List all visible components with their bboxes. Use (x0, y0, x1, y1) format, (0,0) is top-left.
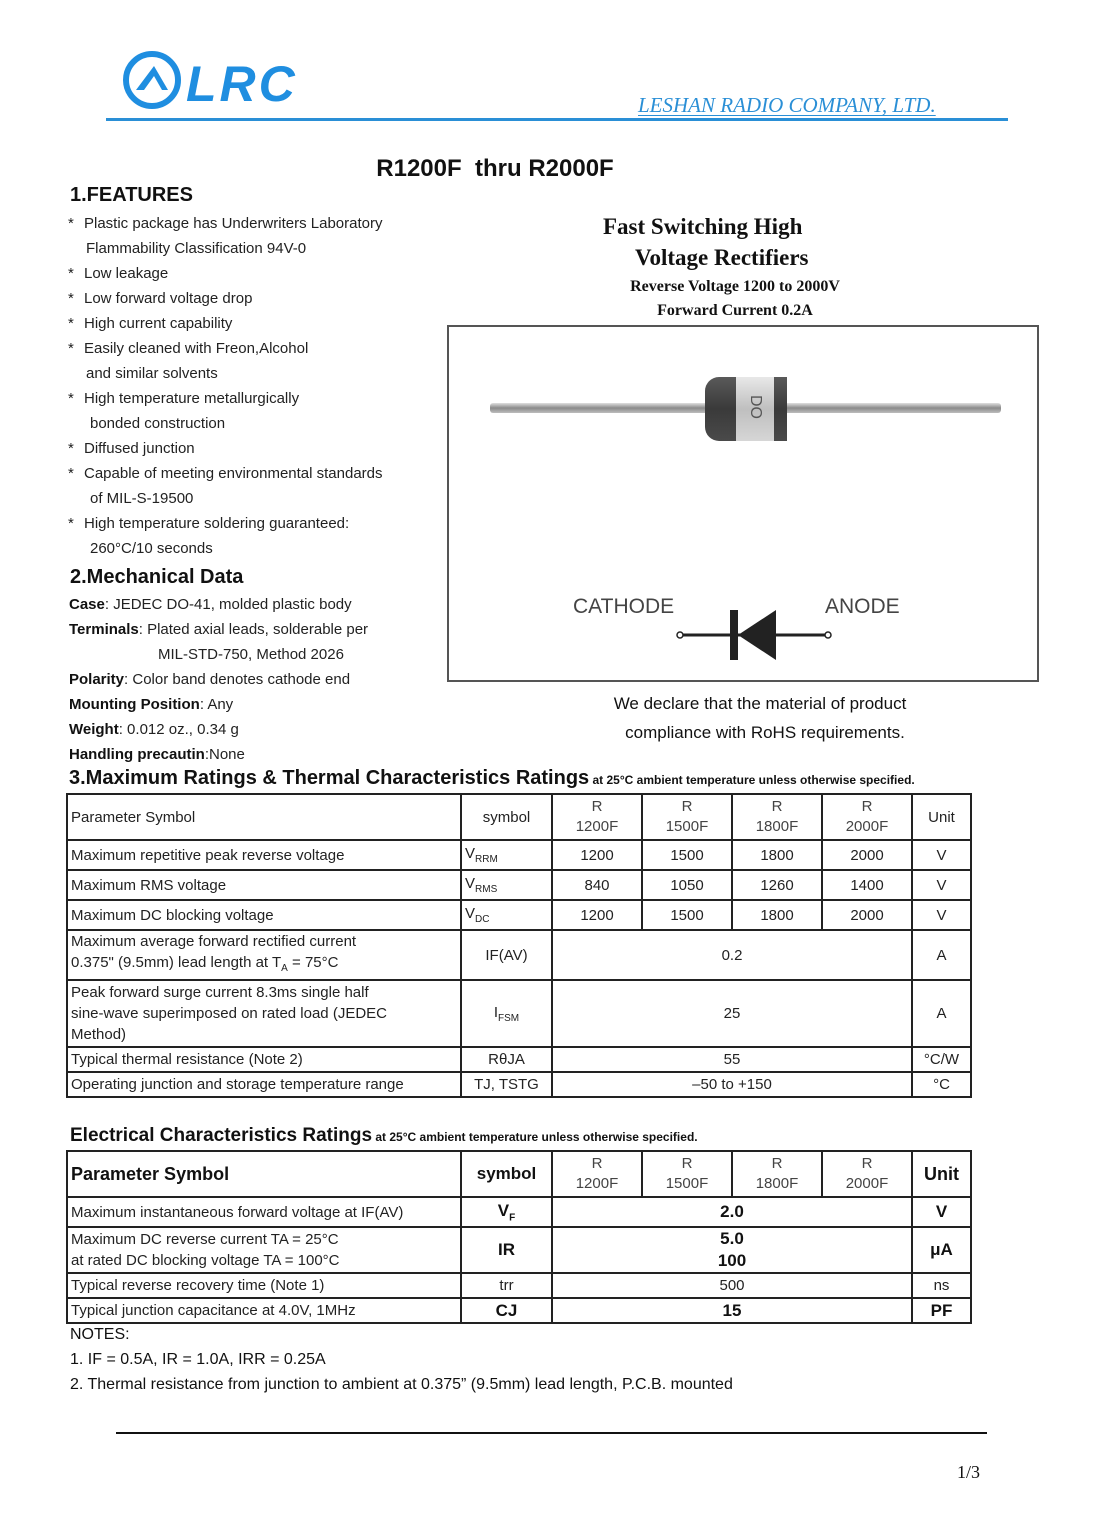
mounting-value: : Any (199, 696, 234, 713)
company-name: LESHAN RADIO COMPANY, LTD. (638, 93, 936, 117)
header-param: Parameter Symbol (67, 794, 461, 840)
product-title (603, 211, 809, 273)
value-cell (552, 1227, 912, 1273)
table-row (67, 1047, 971, 1072)
param-cell: Operating junction and storage temperature range (67, 1072, 461, 1097)
symbol-sub: DC (475, 914, 490, 925)
header-part (822, 1151, 912, 1197)
max-ratings-note: at 25°C ambient temperature unless otherwise specified. (589, 773, 915, 787)
bullet: * (68, 340, 74, 357)
part-number: 1200F (575, 1175, 619, 1192)
max-ratings-title: 3.Maximum Ratings & Thermal Characteristics Ratings (69, 767, 590, 789)
value-cell: 1050 (642, 870, 732, 900)
terminals-row-cont (69, 642, 368, 667)
unit-cell: V (912, 870, 971, 900)
feature-text: High temperature soldering guaranteed: (84, 515, 350, 532)
table-row (67, 930, 971, 980)
value-cell: 1800 (732, 840, 822, 870)
param-text: 0.375" (9.5mm) lead length at T (71, 954, 282, 971)
feature-text: Capable of meeting environmental standards (84, 465, 383, 482)
header-part (552, 1151, 642, 1197)
param-cell: Typical thermal resistance (Note 2) (67, 1047, 461, 1072)
bullet: * (68, 440, 74, 457)
header-part (732, 794, 822, 840)
unit-cell: PF (912, 1298, 971, 1323)
symbol-cell: IR (461, 1227, 552, 1273)
header-divider (106, 118, 1008, 121)
part-prefix: R (681, 798, 693, 815)
weight-value: : 0.012 oz., 0.34 g (118, 721, 239, 738)
value-cell: 1500 (642, 900, 732, 930)
param-line: Peak forward surge current 8.3ms single half (71, 984, 369, 1001)
value-cell: 2.0 (552, 1197, 912, 1227)
terminals-label: Terminals (69, 621, 139, 638)
param-cell (67, 980, 461, 1047)
feature-item-cont (68, 411, 383, 436)
feature-text: High current capability (84, 315, 233, 332)
electrical-table (66, 1150, 972, 1324)
symbol: V (465, 845, 476, 862)
handling-label: Handling precautin (69, 746, 205, 763)
param-cell: Maximum DC blocking voltage (67, 900, 461, 930)
feature-item (68, 386, 383, 411)
cathode-label: CATHODE (573, 595, 675, 618)
unit-cell: V (912, 900, 971, 930)
part-prefix: R (771, 1155, 783, 1172)
value-cell: 55 (552, 1047, 912, 1072)
feature-text: High temperature metallurgically (84, 390, 300, 407)
feature-text: bonded construction (90, 415, 226, 432)
reverse-voltage: Reverse Voltage 1200 to 2000V (630, 278, 840, 295)
param-line: at rated DC blocking voltage TA = 100°C (71, 1252, 340, 1269)
header-unit: Unit (912, 1151, 971, 1197)
table-row (67, 900, 971, 930)
symbol-cell: IF(AV) (461, 930, 552, 980)
symbol-cell (461, 870, 552, 900)
weight-row (69, 717, 368, 742)
bullet: * (68, 515, 74, 532)
feature-item (68, 511, 383, 536)
symbol: V (497, 1200, 510, 1220)
bullet: * (68, 390, 74, 407)
feature-item (68, 461, 383, 486)
part-number: 1500F (665, 1175, 709, 1192)
value-cell: 2000 (822, 900, 912, 930)
value-line: 100 (717, 1251, 747, 1270)
value-cell: 2000 (822, 840, 912, 870)
package-figure (447, 325, 1039, 682)
feature-item-cont (68, 536, 383, 561)
unit-cell: ns (912, 1273, 971, 1298)
electrical-note: at 25°C ambient temperature unless otherwise specified. (372, 1130, 698, 1144)
value-cell: 0.2 (552, 930, 912, 980)
param-cell: Maximum RMS voltage (67, 870, 461, 900)
param-line (71, 952, 457, 979)
table-row (67, 1072, 971, 1097)
electrical-title: Electrical Characteristics Ratings (70, 1125, 373, 1146)
part-prefix: R (861, 1155, 873, 1172)
mechanical-heading: 2.Mechanical Data (70, 566, 244, 588)
diode-package-image (449, 327, 1037, 680)
param-line: Maximum average forward rectified current (71, 933, 357, 950)
symbol: V (465, 875, 476, 892)
feature-text: 260°C/10 seconds (90, 540, 213, 557)
feature-item-cont (68, 486, 383, 511)
symbol-cell: trr (461, 1273, 552, 1298)
terminals-value: : Plated axial leads, solderable per (138, 621, 369, 638)
polarity-value: : Color band denotes cathode end (124, 671, 351, 688)
symbol: I (493, 1003, 499, 1021)
table-row (67, 1298, 971, 1323)
table-row (67, 1273, 971, 1298)
feature-item (68, 436, 383, 461)
handling-value: :None (204, 746, 245, 763)
param-cell (67, 1227, 461, 1273)
value-cell: –50 to +150 (552, 1072, 912, 1097)
feature-item (68, 311, 383, 336)
feature-list (68, 211, 383, 561)
table-row (67, 840, 971, 870)
param-sub: A (281, 963, 288, 974)
polarity-label: Polarity (69, 671, 125, 688)
symbol-cell (461, 1197, 552, 1227)
symbol-sub: RRM (475, 854, 498, 865)
case-value: : JEDEC DO-41, molded plastic body (104, 596, 352, 613)
table-row (67, 1227, 971, 1273)
feature-item (68, 286, 383, 311)
param-line: sine-wave superimposed on rated load (JEDEC (71, 1005, 387, 1022)
feature-item (68, 336, 383, 361)
part-number: 1500F (665, 818, 709, 835)
part-prefix: R (861, 798, 873, 815)
table-header-row (67, 1151, 971, 1197)
value-cell: 1400 (822, 870, 912, 900)
value-line: 5.0 (720, 1229, 744, 1248)
feature-item-cont (68, 236, 383, 261)
value-cell: 840 (552, 870, 642, 900)
table-header-row (67, 794, 971, 840)
rohs-line1: We declare that the material of product (613, 694, 907, 713)
value-cell: 1200 (552, 840, 642, 870)
table-row (67, 870, 971, 900)
terminals-row (69, 617, 368, 642)
part-number: 1800F (755, 1175, 799, 1192)
note-2: 2. Thermal resistance from junction to ambient at 0.375” (9.5mm) lead length, P.C.B. mounted (70, 1376, 733, 1393)
header-part (642, 794, 732, 840)
table-row (67, 1197, 971, 1227)
case-label: Case (69, 596, 105, 613)
feature-text: Plastic package has Underwriters Laboratory (84, 215, 383, 232)
lrc-emblem-icon (122, 50, 182, 110)
feature-item (68, 261, 383, 286)
part-number: 2000F (845, 818, 889, 835)
notes-heading: NOTES: (70, 1326, 130, 1343)
param-cell: Maximum instantaneous forward voltage at IF(AV) (67, 1197, 461, 1227)
header-part (552, 794, 642, 840)
bullet: * (68, 265, 74, 282)
rohs-line2: compliance with RoHS requirements. (625, 723, 905, 742)
document-title: R1200F thru R2000F (376, 155, 614, 182)
unit-cell: V (912, 1197, 971, 1227)
header-part (642, 1151, 732, 1197)
part-number: 2000F (845, 1175, 889, 1192)
symbol-cell: CJ (461, 1298, 552, 1323)
mounting-label: Mounting Position (69, 696, 200, 713)
param-text: = 75°C (287, 954, 339, 971)
footer-divider (116, 1432, 987, 1434)
page-number: 1/3 (957, 1462, 981, 1482)
header-part (732, 1151, 822, 1197)
param-line: Method) (71, 1026, 127, 1043)
bullet: * (68, 290, 74, 307)
electrical-heading (70, 1125, 698, 1147)
features-heading: 1.FEATURES (70, 184, 193, 206)
handling-row (69, 742, 368, 767)
unit-cell: °C (912, 1072, 971, 1097)
feature-text: of MIL-S-19500 (90, 490, 194, 507)
symbol-cell (461, 900, 552, 930)
polarity-row (69, 667, 368, 692)
table-row (67, 980, 971, 1047)
header-param: Parameter Symbol (67, 1151, 461, 1197)
weight-label: Weight (69, 721, 119, 738)
case-row (69, 592, 368, 617)
max-ratings-heading (69, 767, 915, 790)
product-title-line1: Fast Switching High (603, 214, 803, 239)
symbol-sub: F (509, 1212, 516, 1224)
logo-text: LRC (186, 56, 298, 112)
param-cell: Typical junction capacitance at 4.0V, 1MHz (67, 1298, 461, 1323)
symbol-cell (461, 980, 552, 1047)
param-cell (67, 930, 461, 980)
forward-current: Forward Current 0.2A (657, 302, 813, 319)
bullet: * (68, 315, 74, 332)
symbol-cell: RθJA (461, 1047, 552, 1072)
symbol-sub: FSM (498, 1012, 520, 1024)
value-cell: 1200 (552, 900, 642, 930)
header-symbol: symbol (461, 794, 552, 840)
header-part (822, 794, 912, 840)
value-cell: 500 (552, 1273, 912, 1298)
part-prefix: R (681, 1155, 693, 1172)
param-cell: Typical reverse recovery time (Note 1) (67, 1273, 461, 1298)
unit-cell: μA (912, 1227, 971, 1273)
part-number: 1200F (575, 818, 619, 835)
part-prefix: R (591, 798, 603, 815)
note-1: 1. IF = 0.5A, IR = 1.0A, IRR = 0.25A (70, 1351, 326, 1368)
product-title-line2: Voltage Rectifiers (635, 245, 809, 270)
header-unit: Unit (912, 794, 971, 840)
symbol-cell: TJ, TSTG (461, 1072, 552, 1097)
symbol-cell (461, 840, 552, 870)
value-cell: 15 (552, 1298, 912, 1323)
value-cell: 1500 (642, 840, 732, 870)
symbol-sub: RMS (475, 884, 498, 895)
unit-cell: A (912, 980, 971, 1047)
value-cell: 1260 (732, 870, 822, 900)
feature-text: Low forward voltage drop (84, 290, 253, 307)
header-symbol: symbol (461, 1151, 552, 1197)
max-ratings-table (66, 793, 972, 1098)
feature-item-cont (68, 361, 383, 386)
value-cell: 1800 (732, 900, 822, 930)
anode-label: ANODE (825, 595, 900, 618)
param-line: Maximum DC reverse current TA = 25°C (71, 1231, 339, 1248)
package-marking: DO (747, 395, 764, 419)
feature-item (68, 211, 383, 236)
bullet: * (68, 215, 74, 232)
value-cell: 25 (552, 980, 912, 1047)
part-number: 1800F (755, 818, 799, 835)
part-prefix: R (771, 798, 783, 815)
terminals-value-cont: MIL-STD-750, Method 2026 (158, 646, 344, 663)
part-prefix: R (591, 1155, 603, 1172)
symbol: V (465, 905, 476, 922)
unit-cell: A (912, 930, 971, 980)
feature-text: Flammability Classification 94V-0 (86, 240, 307, 257)
unit-cell: °C/W (912, 1047, 971, 1072)
param-cell: Maximum repetitive peak reverse voltage (67, 840, 461, 870)
mechanical-data (69, 592, 368, 767)
mounting-row (69, 692, 368, 717)
unit-cell: V (912, 840, 971, 870)
feature-text: Easily cleaned with Freon,Alcohol (84, 340, 309, 357)
feature-text: Low leakage (84, 265, 169, 282)
feature-text: Diffused junction (84, 440, 195, 457)
feature-text: and similar solvents (86, 365, 218, 382)
bullet: * (68, 465, 74, 482)
